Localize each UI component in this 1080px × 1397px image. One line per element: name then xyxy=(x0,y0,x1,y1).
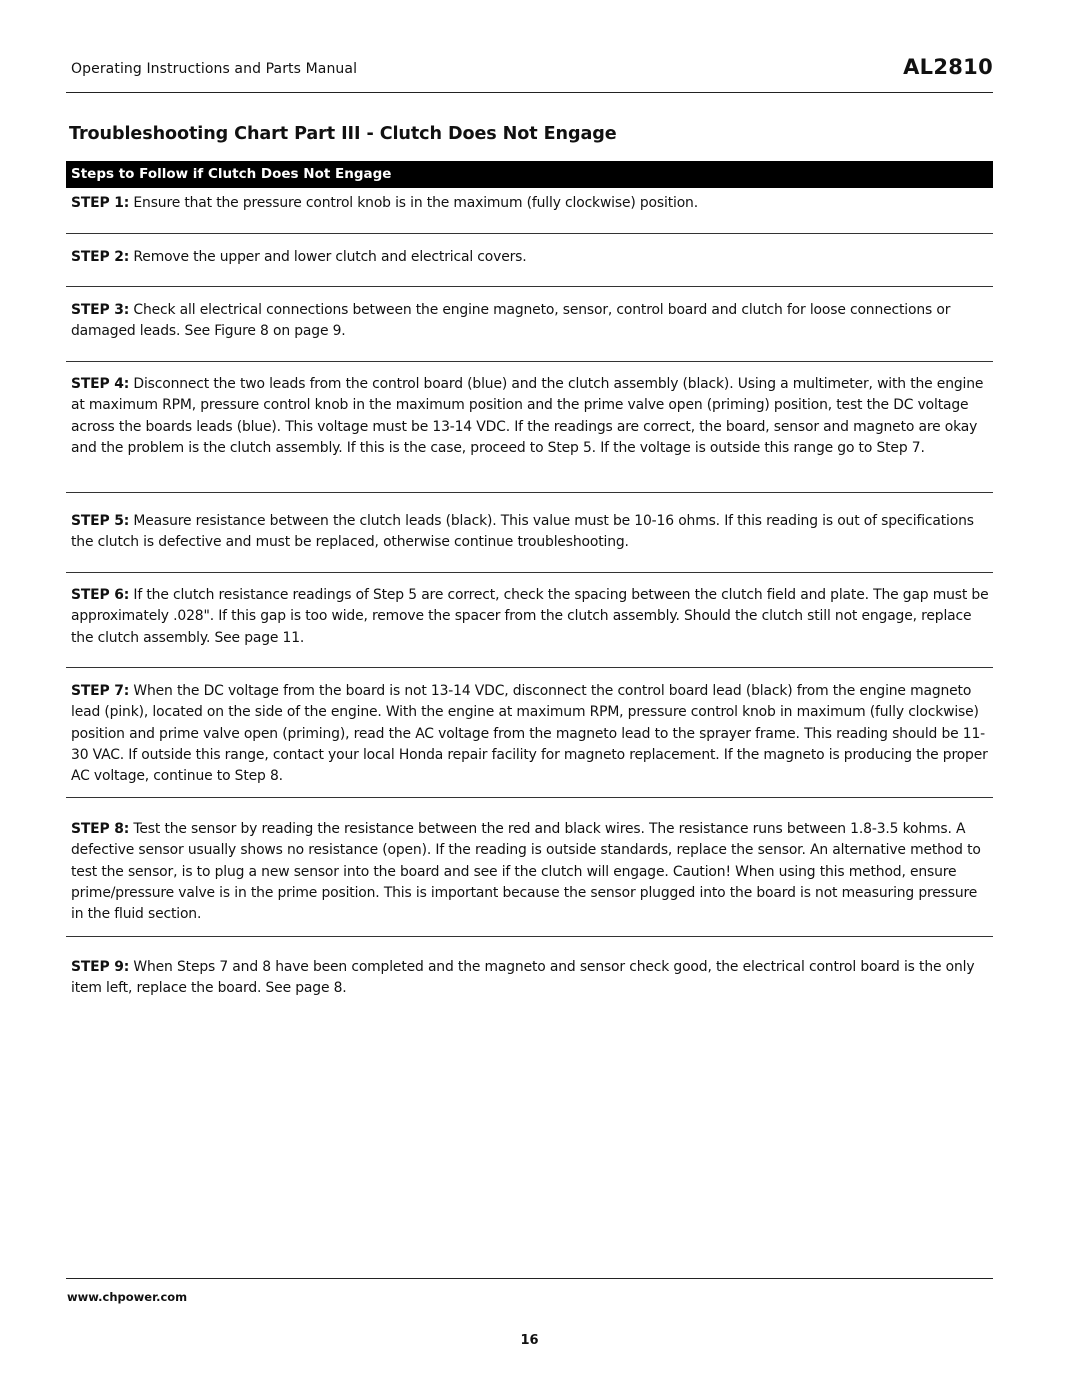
step-divider xyxy=(66,286,993,287)
step-text: When the DC voltage from the board is not 13-14 VDC, disconnect the control board lead (black) from the engine magneto lead (pink), located on the side of the engine. With the engine at maximum RPM, pressure control knob in maximum (fully clockwise) position and prime valve open (priming), read the AC voltage from the magneto lead to the sprayer frame. This reading should be 11-30 VAC. If outside this range, contact your local Honda repair facility for magneto replacement. If the magneto is producing the proper AC voltage, continue to Step 8. xyxy=(71,683,988,785)
manual-title: Operating Instructions and Parts Manual xyxy=(71,61,358,77)
step-divider xyxy=(66,797,993,798)
manual-page xyxy=(66,0,993,1397)
step-text: Measure resistance between the clutch leads (black). This value must be 10-16 ohms. If this reading is out of specifications the clutch is defective and must be replaced, otherwise continue troubleshooting. xyxy=(71,513,974,551)
step-text: Disconnect the two leads from the control board (blue) and the clutch assembly (black). Using a multimeter, with the engine at maximum RPM, pressure control knob in the maximum position and the prime valve open (priming) position, test the DC voltage across the boards leads (blue). This voltage must be 13-14 VDC. If the readings are correct, the board, sensor and magneto are okay and the problem is the clutch assembly. If this is the case, proceed to Step 5. If the voltage is outside this range go to Step 7. xyxy=(71,376,984,456)
step-text: Test the sensor by reading the resistance between the red and black wires. The resistance runs between 1.8-3.5 kohms. A defective sensor usually shows no resistance (open). If the reading is outside standards, replace the sensor. An alternative method to test the sensor, is to plug a new sensor into the board and see if the clutch will engage. Caution! When using this method, ensure prime/pressure valve is in the prime position. This is important because the sensor plugged into the board is not measuring pressure in the fluid section. xyxy=(71,821,981,923)
step-label: STEP 6: xyxy=(71,587,130,603)
section-title: Troubleshooting Chart Part III - Clutch Does Not Engage xyxy=(69,124,617,144)
step-5 xyxy=(71,511,993,554)
website-link[interactable]: www.chpower.com xyxy=(67,1290,188,1304)
step-6 xyxy=(71,585,993,649)
step-8 xyxy=(71,819,993,925)
step-label: STEP 1: xyxy=(71,195,130,211)
step-label: STEP 4: xyxy=(71,376,130,392)
step-label: STEP 9: xyxy=(71,959,130,975)
step-3 xyxy=(71,300,993,343)
step-label: STEP 3: xyxy=(71,302,130,318)
header-divider xyxy=(66,92,993,93)
step-text: When Steps 7 and 8 have been completed and the magneto and sensor check good, the electrical control board is the only item left, replace the board. See page 8. xyxy=(71,959,975,997)
step-divider xyxy=(66,361,993,362)
step-label: STEP 8: xyxy=(71,821,130,837)
step-1 xyxy=(71,193,993,214)
step-divider xyxy=(66,492,993,493)
step-divider xyxy=(66,667,993,668)
step-label: STEP 5: xyxy=(71,513,130,529)
step-7 xyxy=(71,681,993,787)
step-text: Remove the upper and lower clutch and electrical covers. xyxy=(133,249,527,265)
model-number: AL2810 xyxy=(903,55,993,79)
step-4 xyxy=(71,374,993,459)
steps-header-label: Steps to Follow if Clutch Does Not Engage xyxy=(71,166,392,182)
steps-header-bar xyxy=(66,161,993,188)
step-text: If the clutch resistance readings of Step 5 are correct, check the spacing between the clutch field and plate. The gap must be approximately .028". If this gap is too wide, remove the spacer from the clutch assembly. Should the clutch still not engage, replace the clutch assembly. See page 11. xyxy=(71,587,989,646)
page-number: 16 xyxy=(520,1333,539,1348)
step-divider xyxy=(66,936,993,937)
step-divider xyxy=(66,233,993,234)
step-text: Check all electrical connections between the engine magneto, sensor, control board and clutch for loose connections or damaged leads. See Figure 8 on page 9. xyxy=(71,302,951,340)
step-2 xyxy=(71,247,993,268)
step-divider xyxy=(66,572,993,573)
page-header xyxy=(66,52,993,92)
footer-divider xyxy=(66,1278,993,1279)
step-text: Ensure that the pressure control knob is in the maximum (fully clockwise) position. xyxy=(133,195,698,211)
step-label: STEP 2: xyxy=(71,249,130,265)
step-9 xyxy=(71,957,993,1000)
step-label: STEP 7: xyxy=(71,683,130,699)
